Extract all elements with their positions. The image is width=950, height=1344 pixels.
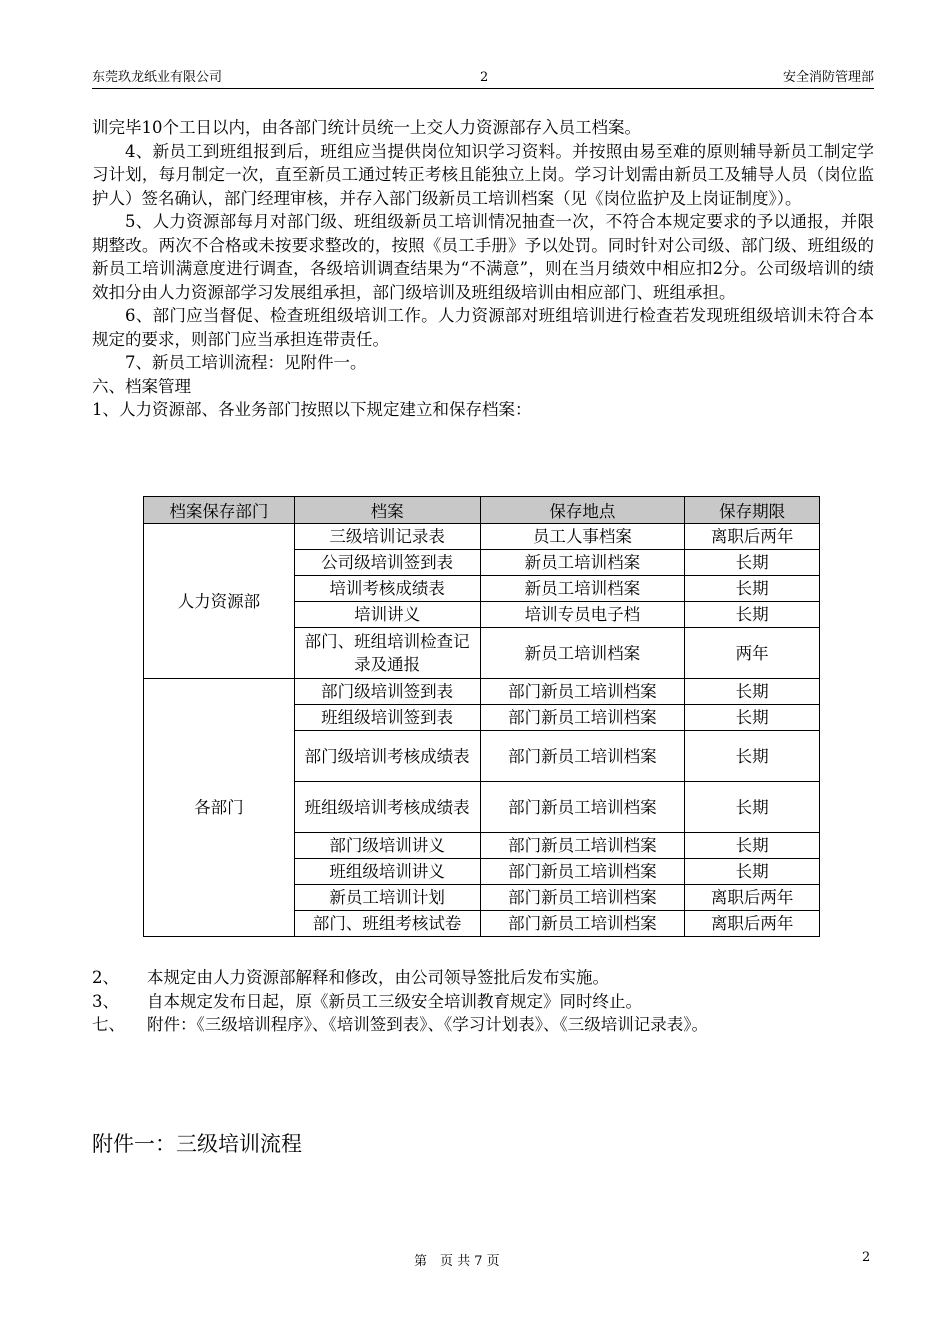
header-department: 安全消防管理部	[782, 70, 874, 85]
paragraph-4: 4、新员工到班组报到后，班组应当提供岗位知识学习资料。并按照由易至难的原则辅导新员工制定学习计划，每月制定一次，直至新员工通过转正考核且能独立上岗。学习计划需由新员工及辅导人员（岗位监护人）签名确认，部门经理审核，并存入部门级新员工培训档案（见《岗位监护及上岗证制度》）。	[92, 141, 874, 208]
paragraph-6: 6、部门应当督促、检查班组级培训工作。人力资源部对班组培训进行检查若发现班组级培训未符合本规定的要求，则部门应当承担连带责任。	[92, 306, 874, 349]
period-cell: 长期	[685, 679, 820, 705]
record-cell: 部门级培训签到表	[294, 679, 480, 705]
header-company: 东莞玖龙纸业有限公司	[92, 70, 223, 85]
location-cell: 新员工培训档案	[480, 628, 685, 679]
header-record: 档案	[294, 497, 480, 524]
dept-cell: 人力资源部	[144, 524, 295, 679]
period-cell: 离职后两年	[685, 911, 820, 937]
record-cell: 培训考核成绩表	[294, 576, 480, 602]
attachment-title: 附件一：三级培训流程	[92, 1132, 302, 1156]
note-item	[92, 1013, 874, 1037]
header-location: 保存地点	[480, 497, 685, 524]
record-cell: 班组级培训签到表	[294, 705, 480, 731]
paragraph-5: 5、人力资源部每月对部门级、班组级新员工培训情况抽查一次，不符合本规定要求的予以通报，并限期整改。两次不合格或未按要求整改的，按照《员工手册》予以处罚。同时针对公司级、部门级、班组级的新员工培训满意度进行调查，各级培训调查结果为“不满意”，则在当月绩效中相应扣2分。公司级培训的绩效扣分由人力资源部学习发展组承担，部门级培训及班组级培训由相应部门、班组承担。	[92, 212, 874, 302]
note-text: 附件：《三级培训程序》、《培训签到表》、《学习计划表》、《三级培训记录表》。	[147, 1015, 708, 1034]
location-cell: 部门新员工培训档案	[480, 859, 685, 885]
note-text: 自本规定发布日起，原《新员工三级安全培训教育规定》同时终止。	[147, 991, 642, 1011]
location-cell: 新员工培训档案	[480, 576, 685, 602]
record-cell: 部门、班组考核试卷	[294, 911, 480, 937]
note-item	[92, 990, 874, 1014]
archive-table	[143, 496, 820, 937]
period-cell: 长期	[685, 833, 820, 859]
header-dept: 档案保存部门	[144, 497, 295, 524]
table-header-row	[144, 497, 820, 524]
record-cell: 部门、班组培训检查记录及通报	[294, 628, 480, 679]
header-period: 保存期限	[685, 497, 820, 524]
record-cell: 三级培训记录表	[294, 524, 480, 550]
record-cell: 培训讲义	[294, 602, 480, 628]
period-cell: 长期	[685, 602, 820, 628]
table-row	[144, 524, 820, 550]
location-cell: 部门新员工培训档案	[480, 911, 685, 937]
header-page-number: 2	[480, 70, 489, 85]
note-number: 3、	[92, 991, 119, 1011]
record-cell: 班组级培训讲义	[294, 859, 480, 885]
body-text	[92, 116, 874, 422]
footer-page-number: 2	[862, 1250, 871, 1265]
location-cell: 部门新员工培训档案	[480, 731, 685, 782]
closing-notes	[92, 966, 874, 1037]
period-cell: 长期	[685, 576, 820, 602]
note-text: 本规定由人力资源部解释和修改，由公司领导签批后发布实施。	[147, 968, 609, 987]
period-cell: 离职后两年	[685, 885, 820, 911]
record-cell: 公司级培训签到表	[294, 550, 480, 576]
period-cell: 两年	[685, 628, 820, 679]
paragraph-7: 7、新员工培训流程：见附件一。	[125, 353, 367, 372]
location-cell: 部门新员工培训档案	[480, 705, 685, 731]
note-number: 2、	[92, 968, 119, 987]
period-cell: 长期	[685, 731, 820, 782]
period-cell: 长期	[685, 782, 820, 833]
page-header	[92, 70, 874, 89]
location-cell: 部门新员工培训档案	[480, 833, 685, 859]
record-cell: 新员工培训计划	[294, 885, 480, 911]
section-heading-archive: 六、档案管理	[92, 376, 191, 396]
location-cell: 部门新员工培训档案	[480, 782, 685, 833]
dept-cell: 各部门	[144, 679, 295, 937]
table-row	[144, 679, 820, 705]
location-cell: 部门新员工培训档案	[480, 885, 685, 911]
record-cell: 班组级培训考核成绩表	[294, 782, 480, 833]
location-cell: 新员工培训档案	[480, 550, 685, 576]
record-cell: 部门级培训讲义	[294, 833, 480, 859]
archive-item-1: 1、人力资源部、各业务部门按照以下规定建立和保存档案：	[92, 400, 532, 419]
period-cell: 长期	[685, 859, 820, 885]
period-cell: 离职后两年	[685, 524, 820, 550]
period-cell: 长期	[685, 705, 820, 731]
location-cell: 员工人事档案	[480, 524, 685, 550]
period-cell: 长期	[685, 550, 820, 576]
paragraph-continuation: 训完毕10个工日以内，由各部门统计员统一上交人力资源部存入员工档案。	[92, 118, 641, 137]
record-cell: 部门级培训考核成绩表	[294, 731, 480, 782]
note-number: 七、	[92, 1015, 125, 1034]
location-cell: 培训专员电子档	[480, 602, 685, 628]
location-cell: 部门新员工培训档案	[480, 679, 685, 705]
note-item	[92, 966, 874, 990]
footer-page-text: 第 页 共 7 页	[414, 1254, 500, 1269]
